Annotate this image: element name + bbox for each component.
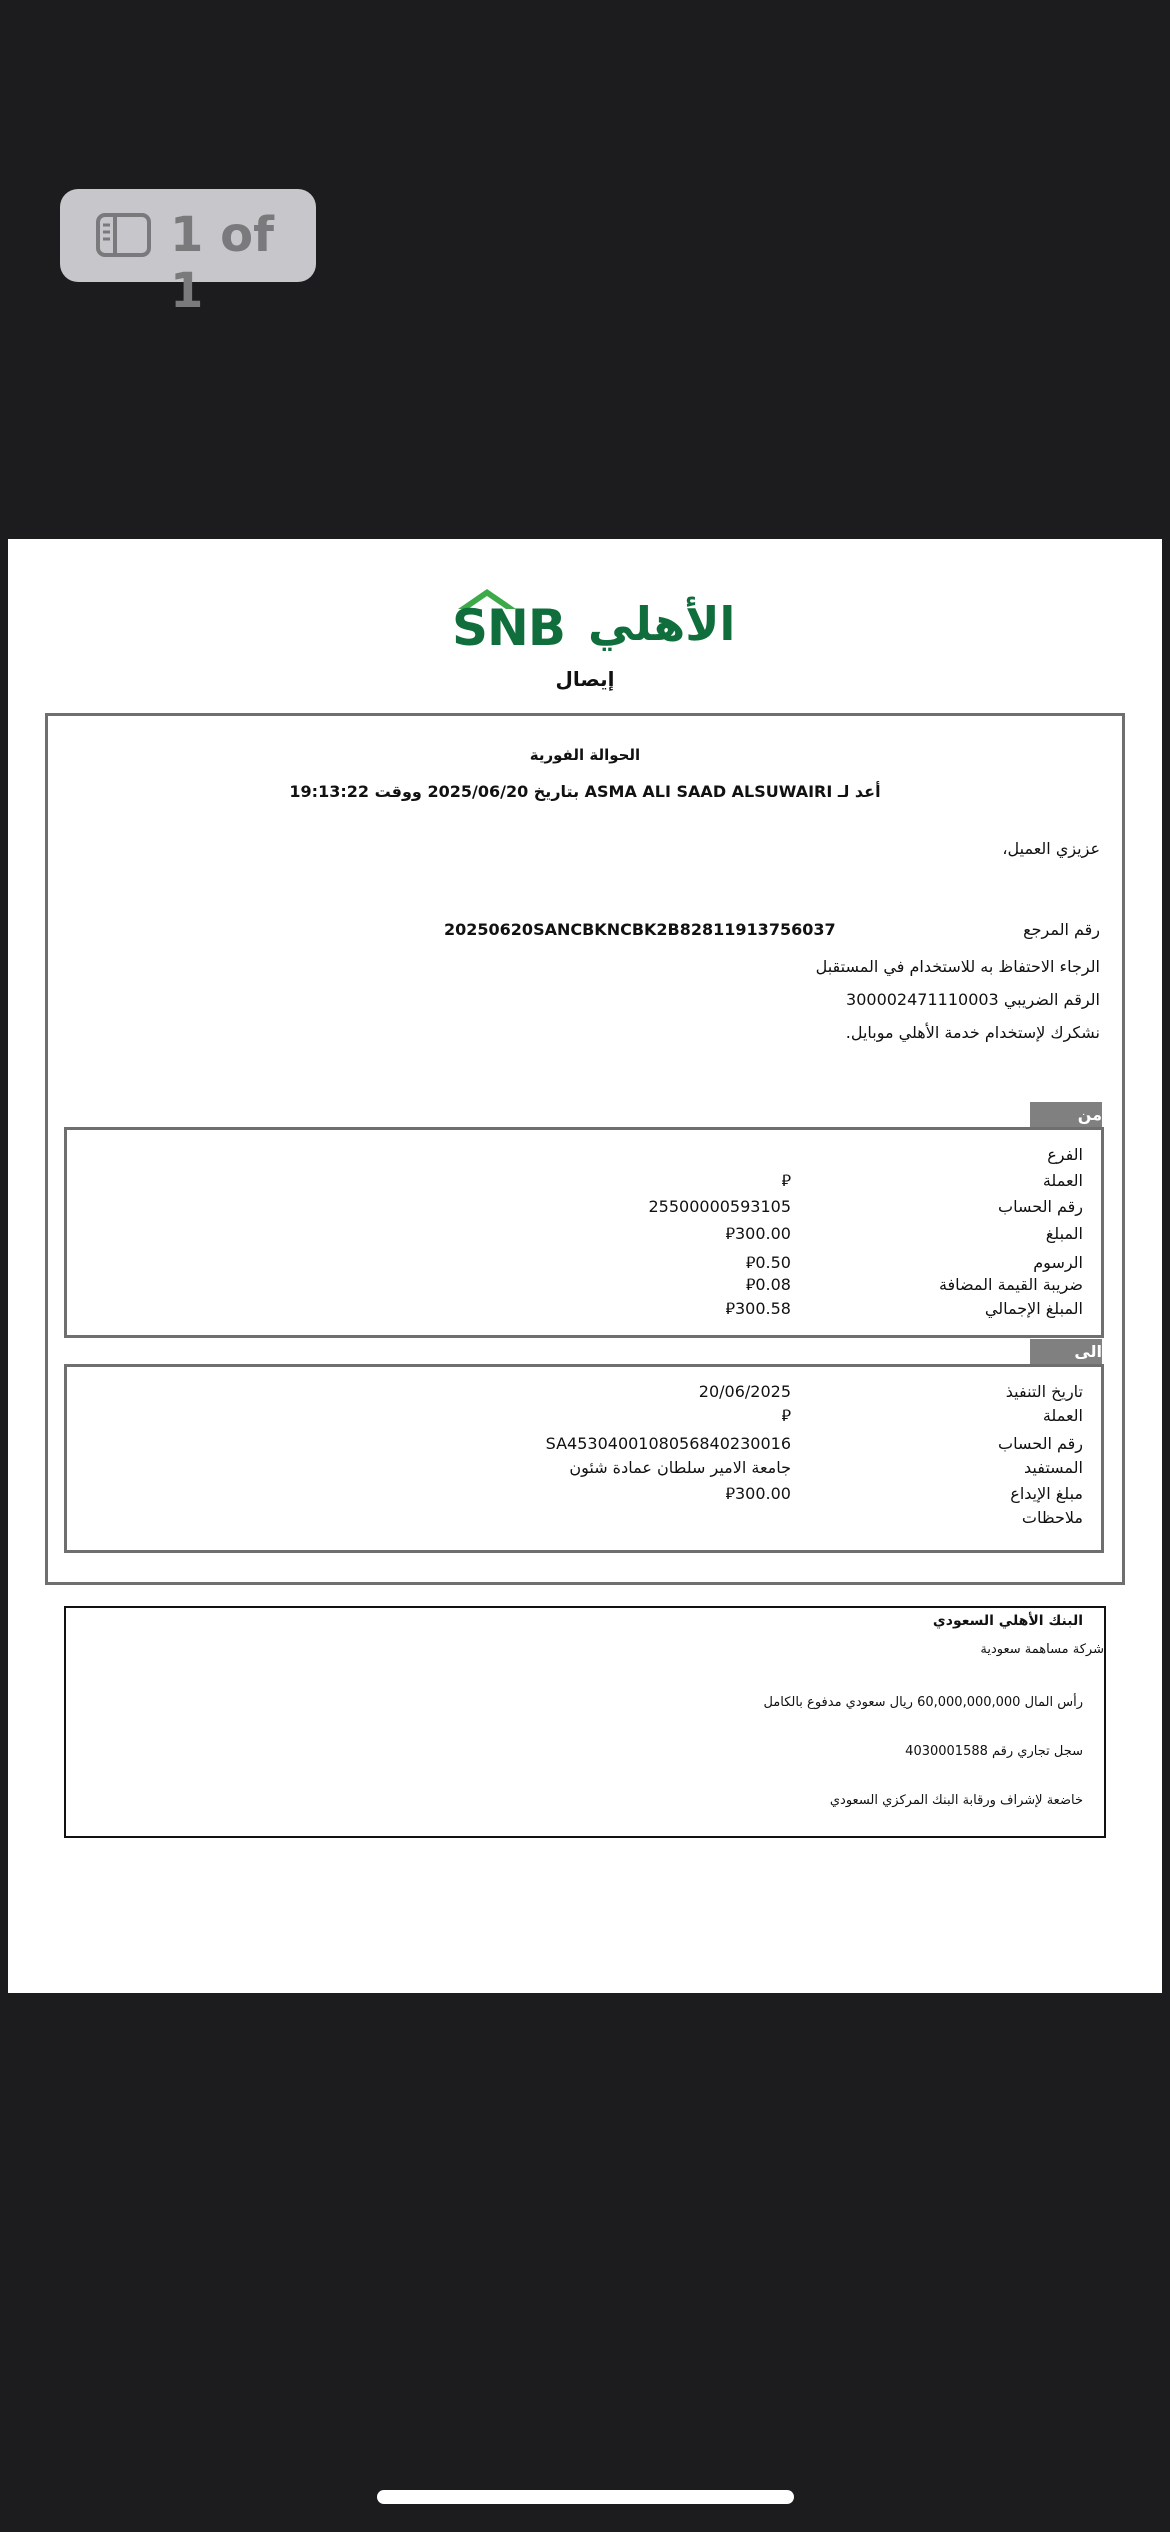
logo-arabic: الأهلي [588,597,736,651]
to-beneficiary-label: المستفيد [1024,1458,1083,1477]
to-currency-value: ⃁ [781,1406,791,1425]
footer-bank-name: البنك الأهلي السعودي [932,1613,1083,1629]
footer-supervision: خاضعة لإشراف ورقابة البنك المركزي السعودي [829,1793,1083,1808]
to-exec-date-value: 20/06/2025 [698,1382,791,1401]
from-vat-value: ⃁0.08 [745,1275,791,1294]
from-fees-value: ⃁0.50 [745,1253,791,1272]
receipt-title: إيصال [555,667,615,691]
from-amount-label: المبلغ [1045,1224,1083,1243]
ref-value: 20250620SANCBKNCBK2B82811913756037 [444,920,836,939]
footer-capital: رأس المال 60,000,000,000 ريال سعودي مدفوع بالكامل [763,1695,1083,1710]
from-branch-label: الفرع [1047,1145,1083,1164]
home-indicator[interactable] [377,2490,794,2504]
keep-note: الرجاء الاحتفاظ به للاستخدام في المستقبل [815,957,1100,976]
footer-cr: سجل تجاري رقم 4030001588 [905,1744,1083,1759]
ref-label: رقم المرجع [1023,920,1100,939]
page-indicator[interactable] [60,189,316,319]
to-currency-label: العملة [1042,1406,1083,1425]
sidebar-icon [96,213,151,257]
from-total-value: ⃁300.58 [725,1299,791,1318]
tax-line: الرقم الضريبي 300002471110003 [846,990,1100,1009]
to-section-tag: الى [1030,1339,1102,1364]
from-total-label: المبلغ الإجمالي [984,1299,1083,1318]
footer-company-type: شركة مساهمة سعودية [980,1642,1104,1657]
logo-latin: SNB [452,599,565,657]
snb-logo [448,585,736,657]
from-currency-value: ⃁ [781,1171,791,1190]
to-exec-date-label: تاريخ التنفيذ [1005,1382,1083,1401]
from-currency-label: العملة [1042,1171,1083,1190]
from-vat-label: ضريبة القيمة المضافة [938,1275,1083,1294]
to-notes-label: ملاحظات [1021,1508,1083,1527]
to-deposit-value: ⃁300.00 [725,1484,791,1503]
from-amount-value: ⃁300.00 [725,1224,791,1243]
to-account-label: رقم الحساب [998,1434,1083,1453]
to-beneficiary-value: جامعة الامير سلطان عمادة شئون [569,1458,791,1477]
to-deposit-label: مبلغ الإيداع [1010,1484,1083,1503]
to-account-value: SA4530400108056840230016 [545,1434,791,1453]
thanks-line: نشكرك لإستخدام خدمة الأهلي موبايل. [845,1023,1100,1042]
greeting: عزيزي العميل، [1002,839,1100,858]
from-account-label: رقم الحساب [998,1197,1083,1216]
from-fees-label: الرسوم [1033,1253,1083,1272]
page-indicator-label: 1 of 1 [170,207,274,319]
from-account-value: 25500000593105 [648,1197,791,1216]
prepared-for-line: أعد لـ ASMA ALI SAAD ALSUWAIRI بتاريخ 2025/06/20 ووقت 19:13:22 [289,782,881,801]
from-section-tag: من [1030,1102,1102,1127]
transfer-type: الحوالة الفورية [529,746,641,764]
receipt-page [8,539,1162,1993]
